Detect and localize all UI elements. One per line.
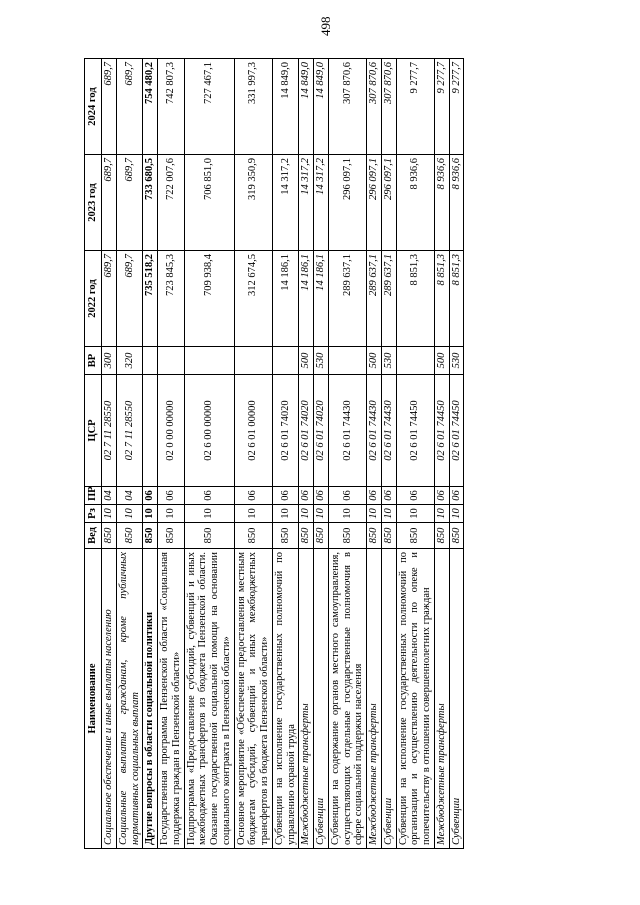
- row-2022: 289 637,1: [328, 251, 366, 347]
- row-ved: 850: [116, 523, 143, 549]
- row-csr: 02 6 01 74450: [449, 375, 464, 487]
- row-csr: 02 6 01 74430: [367, 375, 382, 487]
- row-vr: 530: [449, 347, 464, 375]
- row-rz: 10: [184, 505, 234, 523]
- table-row: [299, 59, 314, 849]
- row-name: Субвенции: [314, 549, 329, 849]
- row-2023: 296 097,1: [367, 155, 382, 251]
- row-2024: 9 277,7: [396, 59, 434, 155]
- row-rz: 10: [116, 505, 143, 523]
- header-vr: ВР: [85, 347, 102, 375]
- header-csr: ЦСР: [85, 375, 102, 487]
- row-rz: 10: [234, 505, 272, 523]
- table-row: [158, 59, 185, 849]
- row-ved: 850: [328, 523, 366, 549]
- row-2023: 722 007,6: [158, 155, 185, 251]
- row-vr: [272, 347, 299, 375]
- row-rz: 10: [272, 505, 299, 523]
- table-row: [184, 59, 234, 849]
- row-vr: 500: [299, 347, 314, 375]
- row-2024: 754 480,2: [143, 59, 158, 155]
- row-2022: 709 938,4: [184, 251, 234, 347]
- row-rz: 10: [449, 505, 464, 523]
- row-2023: 14 317,2: [272, 155, 299, 251]
- row-name: Межбюджетные трансферты: [434, 549, 449, 849]
- row-2022: 14 186,1: [314, 251, 329, 347]
- row-2023: 733 680,5: [143, 155, 158, 251]
- row-2024: 9 277,7: [434, 59, 449, 155]
- row-pr: 06: [234, 487, 272, 505]
- page-number: 498: [318, 16, 333, 36]
- header-pr: ПР: [85, 487, 102, 505]
- row-pr: 06: [434, 487, 449, 505]
- row-2024: 689,7: [102, 59, 117, 155]
- row-2024: 14 849,0: [272, 59, 299, 155]
- row-2022: 289 637,1: [367, 251, 382, 347]
- header-name: Наименование: [85, 549, 102, 849]
- row-2023: 14 317,2: [314, 155, 329, 251]
- row-ved: 850: [367, 523, 382, 549]
- row-2024: 307 870,6: [328, 59, 366, 155]
- row-ved: 850: [158, 523, 185, 549]
- table-row: [367, 59, 382, 849]
- table-row: [272, 59, 299, 849]
- row-2022: 689,7: [102, 251, 117, 347]
- row-2022: 8 851,3: [396, 251, 434, 347]
- row-2024: 14 849,0: [314, 59, 329, 155]
- row-rz: 10: [396, 505, 434, 523]
- row-csr: 02 6 01 00000: [234, 375, 272, 487]
- row-rz: 10: [102, 505, 117, 523]
- row-2022: 735 518,2: [143, 251, 158, 347]
- row-rz: 10: [158, 505, 185, 523]
- row-rz: 10: [143, 505, 158, 523]
- row-ved: 850: [272, 523, 299, 549]
- row-ved: 850: [314, 523, 329, 549]
- row-pr: 04: [116, 487, 143, 505]
- row-name: Субвенции на исполнение государственных полномочий по управлению охраной труда: [272, 549, 299, 849]
- header-2024: 2024 год: [85, 59, 102, 155]
- table-row: [143, 59, 158, 849]
- row-2024: 689,7: [116, 59, 143, 155]
- row-rz: 10: [367, 505, 382, 523]
- row-pr: 06: [143, 487, 158, 505]
- row-2023: 706 851,0: [184, 155, 234, 251]
- row-ved: 850: [234, 523, 272, 549]
- row-2022: 689,7: [116, 251, 143, 347]
- row-pr: 04: [102, 487, 117, 505]
- table-row: [328, 59, 366, 849]
- row-2023: 689,7: [116, 155, 143, 251]
- row-name: Социальные выплаты гражданам, кроме публичных нормативных социальных выплат: [116, 549, 143, 849]
- row-ved: 850: [434, 523, 449, 549]
- row-name: Субвенции на содержание органов местного самоуправления, осуществляющих отдельные государственные полномочия в сфере социальной поддержки населения: [328, 549, 366, 849]
- row-2024: 742 807,3: [158, 59, 185, 155]
- row-vr: 530: [314, 347, 329, 375]
- row-2024: 307 870,6: [381, 59, 396, 155]
- table-row: [396, 59, 434, 849]
- row-ved: 850: [449, 523, 464, 549]
- budget-table: [84, 58, 464, 849]
- row-pr: 06: [158, 487, 185, 505]
- table-row: [234, 59, 272, 849]
- row-2024: 331 997,3: [234, 59, 272, 155]
- table-row: [314, 59, 329, 849]
- row-vr: 530: [381, 347, 396, 375]
- row-vr: 300: [102, 347, 117, 375]
- row-ved: 850: [102, 523, 117, 549]
- row-ved: 850: [381, 523, 396, 549]
- row-name: Государственная программа Пензенской области «Социальная поддержка граждан в Пензенской области»: [158, 549, 185, 849]
- row-name: Социальное обеспечение и иные выплаты населению: [102, 549, 117, 849]
- table-row: [434, 59, 449, 849]
- row-csr: 02 7 11 28550: [116, 375, 143, 487]
- row-csr: 02 6 01 74430: [381, 375, 396, 487]
- row-rz: 10: [381, 505, 396, 523]
- row-csr: 02 6 01 74450: [434, 375, 449, 487]
- row-2023: 8 936,6: [434, 155, 449, 251]
- row-csr: 02 6 01 74450: [396, 375, 434, 487]
- row-name: Другие вопросы в области социальной политики: [143, 549, 158, 849]
- row-2022: 289 637,1: [381, 251, 396, 347]
- row-name: Межбюджетные трансферты: [299, 549, 314, 849]
- row-csr: [143, 375, 158, 487]
- row-vr: [184, 347, 234, 375]
- row-vr: [234, 347, 272, 375]
- row-pr: 06: [396, 487, 434, 505]
- row-rz: 10: [434, 505, 449, 523]
- rotated-table-wrapper: [84, 59, 564, 849]
- row-csr: 02 6 00 00000: [184, 375, 234, 487]
- row-2024: 727 467,1: [184, 59, 234, 155]
- row-ved: 850: [396, 523, 434, 549]
- row-2024: 14 849,0: [299, 59, 314, 155]
- row-2023: 689,7: [102, 155, 117, 251]
- row-2024: 307 870,6: [367, 59, 382, 155]
- row-vr: [396, 347, 434, 375]
- row-2023: 8 936,6: [449, 155, 464, 251]
- row-name: Субвенции: [449, 549, 464, 849]
- row-name: Подпрограмма «Предоставление субсидий, субвенций и иных межбюджетных трансфертов из бюджета Пензенской области. Оказание государственной социальной помощи на основании социального контракта в Пензенской области»: [184, 549, 234, 849]
- table-row: [381, 59, 396, 849]
- row-vr: [158, 347, 185, 375]
- row-csr: 02 6 01 74020: [272, 375, 299, 487]
- row-2023: 296 097,1: [328, 155, 366, 251]
- row-pr: 06: [328, 487, 366, 505]
- table-row: [116, 59, 143, 849]
- row-2022: 723 845,3: [158, 251, 185, 347]
- row-csr: 02 7 11 28550: [102, 375, 117, 487]
- row-2022: 312 674,5: [234, 251, 272, 347]
- row-pr: 06: [184, 487, 234, 505]
- row-name: Основное мероприятие «Обеспечение предоставления местным бюджетам субсидий, субвенций и иных межбюджетных трансфертов из бюджета Пензенской области»: [234, 549, 272, 849]
- row-rz: 10: [299, 505, 314, 523]
- row-vr: [143, 347, 158, 375]
- row-csr: 02 6 01 74020: [314, 375, 329, 487]
- row-2022: 8 851,3: [434, 251, 449, 347]
- row-pr: 06: [314, 487, 329, 505]
- header-rz: Рз: [85, 505, 102, 523]
- row-2023: 296 097,1: [381, 155, 396, 251]
- row-2022: 14 186,1: [299, 251, 314, 347]
- row-csr: 02 0 00 00000: [158, 375, 185, 487]
- row-pr: 06: [367, 487, 382, 505]
- table-header-row: [85, 59, 102, 849]
- table-row: [102, 59, 117, 849]
- row-2023: 8 936,6: [396, 155, 434, 251]
- row-name: Субвенции: [381, 549, 396, 849]
- table-row: [449, 59, 464, 849]
- row-vr: 320: [116, 347, 143, 375]
- row-vr: 500: [434, 347, 449, 375]
- row-vr: 500: [367, 347, 382, 375]
- row-name: Межбюджетные трансферты: [367, 549, 382, 849]
- row-2022: 14 186,1: [272, 251, 299, 347]
- row-vr: [328, 347, 366, 375]
- header-2022: 2022 год: [85, 251, 102, 347]
- header-ved: Вед: [85, 523, 102, 549]
- row-pr: 06: [299, 487, 314, 505]
- row-pr: 06: [381, 487, 396, 505]
- row-csr: 02 6 01 74020: [299, 375, 314, 487]
- row-rz: 10: [328, 505, 366, 523]
- row-csr: 02 6 01 74430: [328, 375, 366, 487]
- row-ved: 850: [143, 523, 158, 549]
- row-ved: 850: [299, 523, 314, 549]
- row-pr: 06: [272, 487, 299, 505]
- row-2023: 319 350,9: [234, 155, 272, 251]
- row-ved: 850: [184, 523, 234, 549]
- row-2022: 8 851,3: [449, 251, 464, 347]
- row-2023: 14 317,2: [299, 155, 314, 251]
- row-name: Субвенции на исполнение государственных полномочий по организации и осуществлению деятельности по опеке и попечительству в отношении совершеннолетних граждан: [396, 549, 434, 849]
- row-2024: 9 277,7: [449, 59, 464, 155]
- row-pr: 06: [449, 487, 464, 505]
- row-rz: 10: [314, 505, 329, 523]
- header-2023: 2023 год: [85, 155, 102, 251]
